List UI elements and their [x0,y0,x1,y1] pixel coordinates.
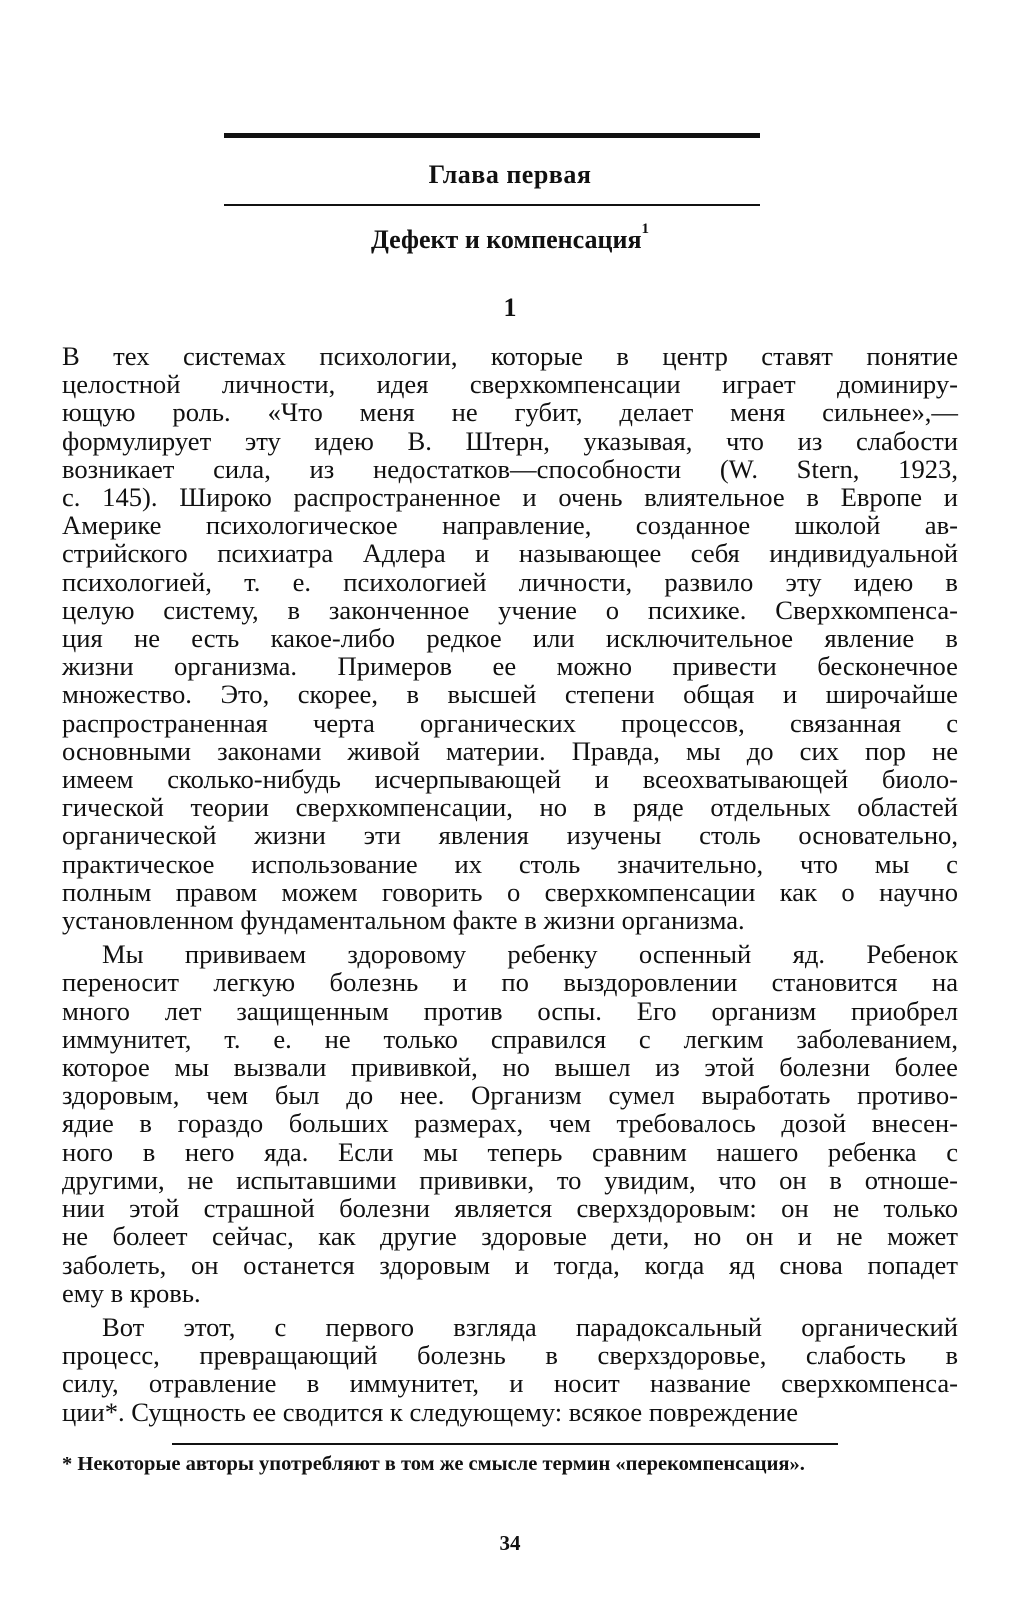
paragraph [62,940,958,1307]
text-line: целостной личности, идея сверхкомпенсации играет доминиру- [62,369,958,400]
text-line: силу, отравление в иммунитет, и носит название сверхкомпенса- [62,1368,958,1399]
paragraph [62,342,958,934]
footnote-rule [172,1443,838,1445]
text-line: которое мы вызвали прививкой, но вышел из этой болезни более [62,1052,958,1083]
body-text [62,342,958,1432]
text-line: нии этой страшной болезни является сверхздоровым: он не только [62,1193,958,1224]
text-line: ции*. Сущность ее сводится к следующему: всякое повреждение [62,1396,799,1427]
text-line: ного в него яда. Если мы теперь сравним нашего ребенка с [62,1136,958,1167]
chapter-subtitle-note: 1 [641,221,650,237]
text-line: распространенная черта органических процессов, связанная с [62,707,958,738]
text-line: В тех системах психологии, которые в центр ставят понятие [62,341,958,371]
text-line: с. 145). Широко распространенное и очень влиятельное в Европе и [62,482,958,513]
chapter-title: Глава первая [428,160,592,189]
section-number: 1 [503,293,517,322]
text-line: имеем сколько-нибудь исчерпывающей и всеохватывающей биоло- [62,764,958,795]
text-line: Вот этот, с первого взгляда парадоксальный органический [102,1311,958,1342]
text-line: Америке психологическое направление, созданное школой ав- [62,510,958,541]
text-line: другими, не испытавшими прививки, то увидим, что он в отноше- [62,1164,958,1195]
text-line: органической жизни эти явления изучены столь основательно, [62,820,958,851]
text-line: заболеть, он останется здоровым и тогда, когда яд снова попадет [62,1249,958,1280]
text-line: процесс, превращающий болезнь в сверхздоровье, слабость в [62,1340,958,1371]
text-line: ему в кровь. [62,1277,201,1308]
footnote: * Некоторые авторы употребляют в том же смысле термин «перекомпенсация». [62,1453,805,1475]
text-line: психологией, т. е. психологией личности, развило эту идею в [62,566,958,597]
text-line: формулирует эту идею В. Штерн, указывая, что из слабости [62,425,958,456]
paragraph [62,1313,958,1426]
chapter-subtitle-text: Дефект и компенсация [370,225,642,254]
text-line: целую систему, в законченное учение о психике. Сверхкомпенса- [62,594,958,625]
text-line: множество. Это, скорее, в высшей степени общая и широчайше [62,679,958,710]
text-line: не болеет сейчас, как другие здоровые дети, но он и не может [62,1221,958,1252]
text-line: стрийского психиатра Адлера и называющее себя индивидуальной [62,538,958,569]
text-line: много лет защищенным против оспы. Его организм приобрел [62,995,958,1026]
text-line: полным правом можем говорить о сверхкомпенсации как о научно [62,876,958,907]
text-line: ядие в гораздо больших размерах, чем требовалось дозой внесен- [62,1108,958,1139]
text-line: ющую роль. «Что меня не губит, делает меня сильнее»,— [62,397,958,428]
text-line: жизни организма. Примеров ее можно привести бесконечное [62,651,958,682]
title-divider [224,204,760,206]
text-line: иммунитет, т. е. не только справился с легким заболеванием, [62,1023,958,1054]
top-rule-thick [224,133,760,138]
text-line: основными законами живой материи. Правда, мы до сих пор не [62,735,958,766]
page-number: 34 [499,1531,521,1555]
text-line: здоровым, чем был до нее. Организм сумел выработать противо- [62,1080,958,1111]
text-line: гической теории сверхкомпенсации, но в ряде отдельных областей [62,792,958,823]
text-line: практическое использование их столь значительно, что мы с [62,848,958,879]
text-line: ция не есть какое-либо редкое или исключительное явление в [62,623,958,654]
text-line: возникает сила, из недостатков—способности (W. Stern, 1923, [62,453,958,484]
chapter-subtitle [0,221,1020,255]
text-line: переносит легкую болезнь и по выздоровлении становится на [62,967,958,998]
text-line: установленном фундаментальном факте в жизни организма. [62,905,745,936]
text-line: Мы прививаем здоровому ребенку оспенный яд. Ребенок [102,939,958,970]
